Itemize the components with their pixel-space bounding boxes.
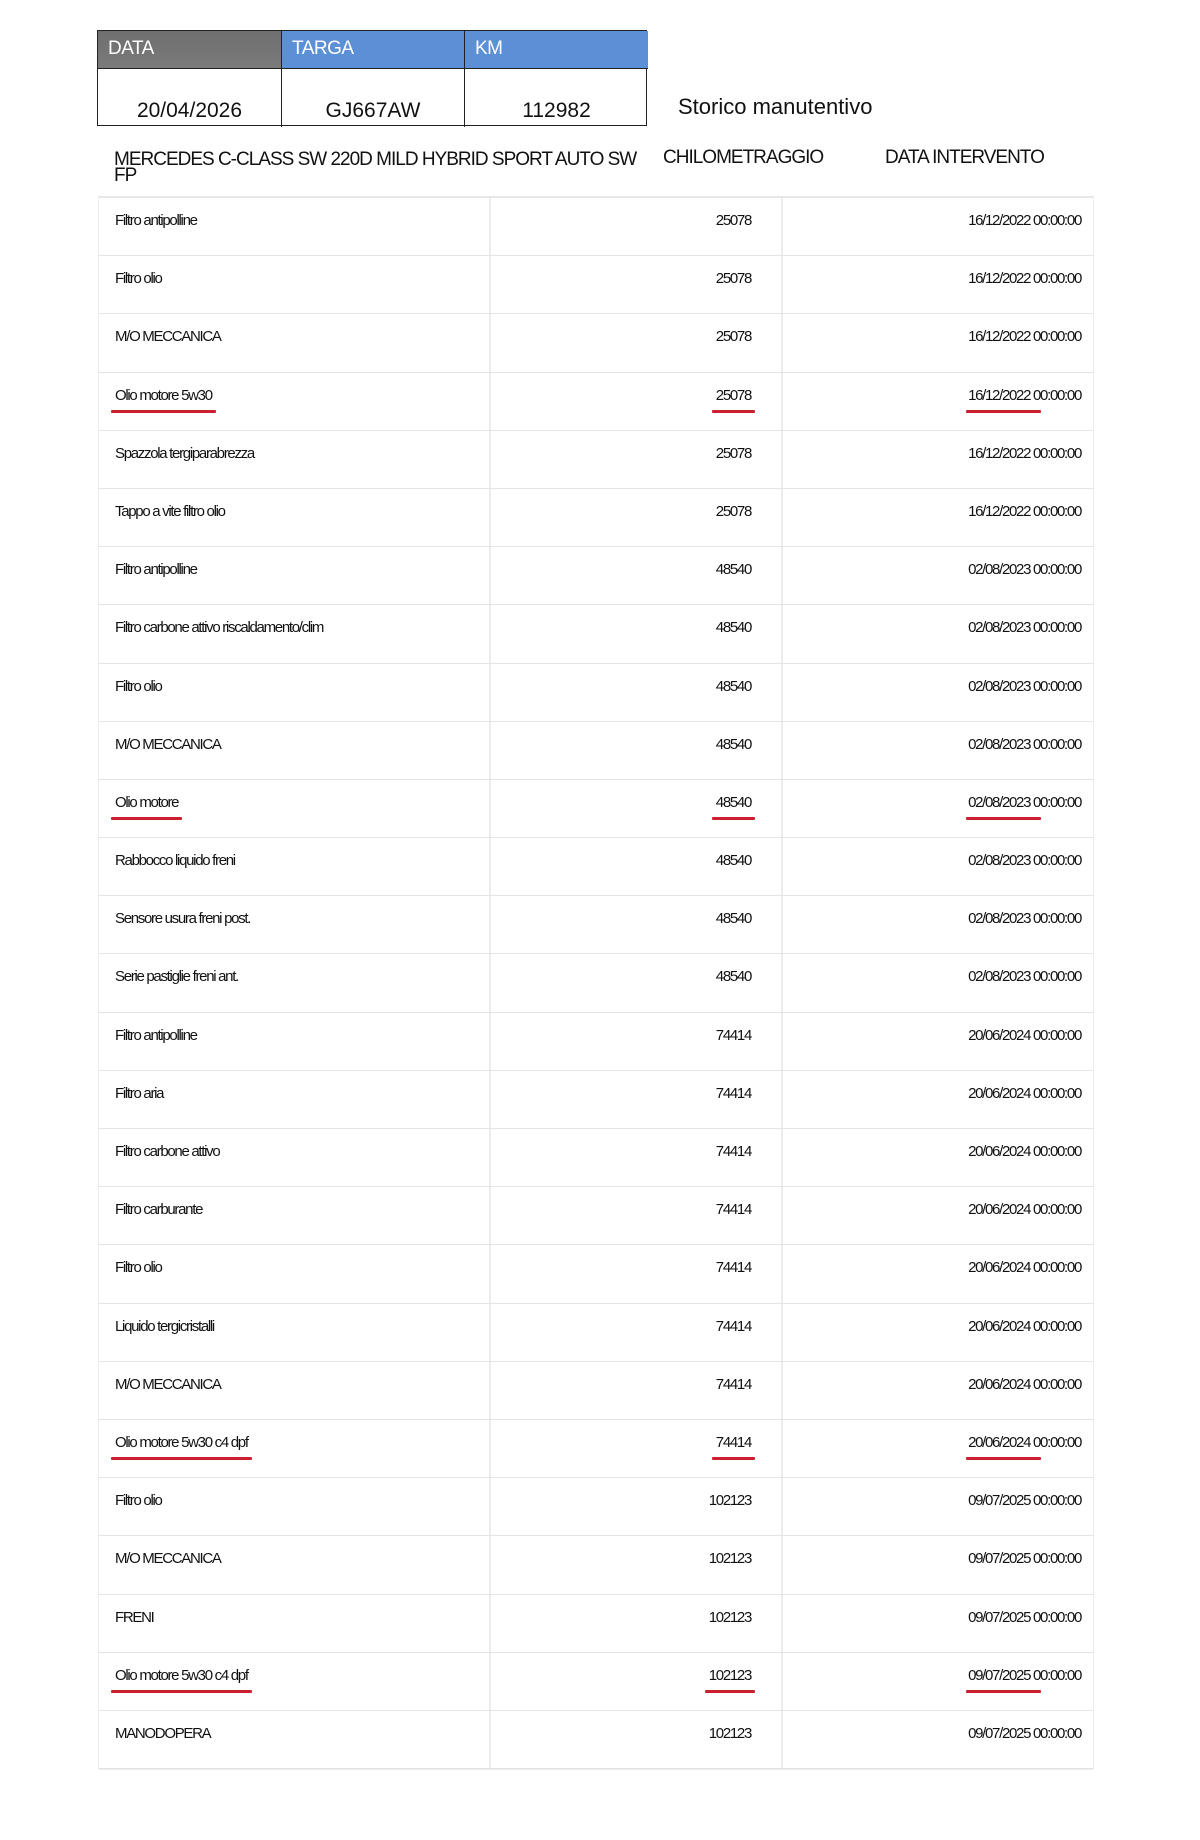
row-description-text: Filtro antipolline (115, 1026, 197, 1044)
row-km (716, 212, 751, 229)
row-date (968, 910, 1081, 927)
row-km-text: 48540 (715, 793, 751, 811)
row-date-text: 02/08/2023 00:00:00 (968, 968, 1081, 986)
row-description-text: Filtro antipolline (115, 212, 197, 229)
row-description-text: M/O MECCANICA (115, 735, 221, 753)
header-value-km: 112982 (522, 99, 591, 122)
row-date-text: 16/12/2022 00:00:00 (968, 502, 1081, 520)
row-km (716, 852, 751, 869)
row-date-text: 16/12/2022 00:00:00 (968, 386, 1081, 404)
table-row (99, 1071, 1093, 1129)
row-km-text: 25078 (715, 328, 751, 346)
row-km-text: 48540 (715, 677, 751, 695)
row-description-text: Filtro olio (115, 677, 162, 695)
row-km-text: 74414 (715, 1201, 751, 1219)
table-row (99, 1478, 1093, 1536)
row-description (115, 503, 225, 520)
row-date (968, 852, 1081, 869)
row-date (968, 1434, 1081, 1451)
header-value-targa: GJ667AW (282, 69, 465, 127)
row-km (716, 1143, 751, 1160)
row-date-text: 20/06/2024 00:00:00 (968, 1084, 1081, 1102)
row-km (709, 1609, 751, 1626)
row-km (716, 445, 751, 462)
row-km-text: 102123 (708, 1492, 751, 1510)
row-description (115, 619, 323, 636)
row-date (968, 1376, 1081, 1393)
row-km-text: 102123 (708, 1666, 751, 1684)
row-date (968, 1259, 1081, 1276)
row-km (716, 1376, 751, 1393)
row-description-text: Olio motore 5w30 (115, 386, 212, 404)
table-row (99, 605, 1093, 663)
table-row (99, 198, 1093, 256)
row-description (115, 1201, 202, 1218)
row-description (115, 1376, 221, 1393)
row-km (716, 503, 751, 520)
row-date (968, 1027, 1081, 1044)
row-description-text: FRENI (115, 1608, 154, 1626)
row-description-text: Tappo a vite filtro olio (115, 502, 225, 520)
row-km-text: 48540 (715, 561, 751, 579)
table-row (99, 664, 1093, 722)
row-km-text: 74414 (715, 1026, 751, 1044)
table-row (99, 373, 1093, 431)
row-description (115, 968, 238, 985)
row-description (115, 1259, 162, 1276)
row-description-text: Filtro carbone attivo riscaldamento/clim (115, 619, 324, 637)
row-km-text: 48540 (715, 619, 751, 637)
row-description (115, 212, 197, 229)
row-km (716, 1259, 751, 1276)
row-km (716, 678, 751, 695)
row-description-text: Olio motore 5w30 c4 dpf (115, 1666, 248, 1684)
row-date-text: 02/08/2023 00:00:00 (968, 910, 1081, 928)
row-description-text: Filtro olio (115, 1259, 162, 1277)
row-km-text: 102123 (708, 1550, 751, 1568)
table-row (99, 1653, 1093, 1711)
row-date-text: 16/12/2022 00:00:00 (968, 212, 1081, 229)
row-date-text: 16/12/2022 00:00:00 (968, 270, 1081, 288)
row-km (716, 619, 751, 636)
table-row (99, 1711, 1093, 1769)
row-description (115, 736, 221, 753)
row-km (716, 1201, 751, 1218)
table-row (99, 314, 1093, 372)
row-km (716, 1318, 751, 1335)
row-description (115, 1318, 214, 1335)
row-km-text: 25078 (715, 270, 751, 288)
row-description-text: M/O MECCANICA (115, 328, 221, 346)
row-date (968, 212, 1081, 229)
row-km-text: 48540 (715, 910, 751, 928)
row-date-text: 02/08/2023 00:00:00 (968, 561, 1081, 579)
row-description-text: Filtro carburante (115, 1201, 203, 1219)
row-km (716, 736, 751, 753)
row-date (968, 678, 1081, 695)
row-description (115, 1027, 197, 1044)
row-date (968, 1550, 1081, 1567)
row-date (968, 968, 1081, 985)
table-row (99, 1362, 1093, 1420)
row-description-text: Filtro carbone attivo (115, 1143, 220, 1160)
row-date-text: 09/07/2025 00:00:00 (968, 1608, 1081, 1626)
row-description (115, 1667, 248, 1684)
row-km-text: 25078 (715, 502, 751, 520)
row-date (968, 503, 1081, 520)
row-km-text: 74414 (715, 1317, 751, 1335)
row-description-text: Filtro antipolline (115, 561, 197, 579)
table-row (99, 896, 1093, 954)
row-description (115, 678, 162, 695)
row-date-text: 09/07/2025 00:00:00 (968, 1492, 1081, 1510)
table-row (99, 1129, 1093, 1187)
row-description-text: Filtro olio (115, 1492, 162, 1510)
row-description (115, 1085, 163, 1102)
row-date-text: 09/07/2025 00:00:00 (968, 1550, 1081, 1568)
row-date (968, 561, 1081, 578)
row-km (716, 794, 751, 811)
row-date (968, 328, 1081, 345)
row-description-text: Olio motore (115, 793, 179, 811)
row-km (716, 1027, 751, 1044)
row-description (115, 1492, 162, 1509)
row-date (968, 1492, 1081, 1509)
row-date (968, 1085, 1081, 1102)
row-km (716, 910, 751, 927)
row-description-text: Sensore usura freni post. (115, 910, 251, 928)
row-date (968, 794, 1081, 811)
row-description (115, 794, 178, 811)
row-date (968, 1667, 1081, 1684)
row-date (968, 736, 1081, 753)
row-description-text: Filtro olio (115, 270, 162, 288)
row-date-text: 20/06/2024 00:00:00 (968, 1259, 1081, 1277)
row-description-text: Filtro aria (115, 1084, 164, 1102)
header-label-data: DATA (98, 31, 282, 69)
row-description (115, 1550, 221, 1567)
header-value-data: 20/04/2026 (98, 69, 282, 127)
row-description (115, 1434, 248, 1451)
table-row (99, 431, 1093, 489)
table-row (99, 954, 1093, 1012)
row-date (968, 1143, 1081, 1160)
table-row (99, 547, 1093, 605)
row-km-text: 74414 (715, 1143, 751, 1160)
row-date-text: 02/08/2023 00:00:00 (968, 735, 1081, 753)
row-km-text: 102123 (708, 1608, 751, 1626)
row-date (968, 445, 1081, 462)
vehicle-header-table (97, 30, 647, 126)
table-row (99, 1595, 1093, 1653)
row-km (709, 1550, 751, 1567)
row-description-text: Olio motore 5w30 c4 dpf (115, 1433, 248, 1451)
row-description (115, 270, 162, 287)
row-km-text: 74414 (715, 1433, 751, 1451)
row-description (115, 387, 212, 404)
column-header-model: MERCEDES C-CLASS SW 220D MILD HYBRID SPORT AUTO SW FP (114, 149, 637, 186)
row-description (115, 445, 254, 462)
row-km-text: 74414 (715, 1375, 751, 1393)
row-km-text: 48540 (715, 968, 751, 986)
header-label-targa: TARGA (282, 31, 465, 69)
table-row (99, 1013, 1093, 1071)
column-header-km: CHILOMETRAGGIO (663, 147, 824, 168)
row-km-text: 74414 (715, 1084, 751, 1102)
row-date-text: 09/07/2025 00:00:00 (968, 1724, 1081, 1742)
row-km (709, 1667, 751, 1684)
maintenance-table (98, 196, 1094, 1770)
row-km-text: 25078 (715, 212, 751, 229)
table-row (99, 1304, 1093, 1362)
row-description-text: Spazzola tergiparabrezza (115, 444, 254, 462)
table-row (99, 838, 1093, 896)
row-description (115, 910, 250, 927)
column-header-date: DATA INTERVENTO (885, 147, 1044, 168)
row-date (968, 1725, 1081, 1742)
row-km-text: 48540 (715, 735, 751, 753)
row-date-text: 09/07/2025 00:00:00 (968, 1666, 1081, 1684)
table-row (99, 1420, 1093, 1478)
row-date-text: 20/06/2024 00:00:00 (968, 1433, 1081, 1451)
table-row (99, 1536, 1093, 1594)
row-description (115, 1609, 154, 1626)
row-description (115, 328, 221, 345)
row-description-text: M/O MECCANICA (115, 1550, 221, 1568)
row-km-text: 74414 (715, 1259, 751, 1277)
table-row (99, 780, 1093, 838)
row-km (716, 270, 751, 287)
row-description (115, 852, 235, 869)
row-date-text: 16/12/2022 00:00:00 (968, 328, 1081, 346)
row-date (968, 270, 1081, 287)
row-description-text: Serie pastiglie freni ant. (115, 968, 238, 986)
row-km (716, 561, 751, 578)
row-date-text: 20/06/2024 00:00:00 (968, 1026, 1081, 1044)
row-date (968, 1609, 1081, 1626)
row-description-text: MANODOPERA (115, 1724, 211, 1742)
row-km (716, 968, 751, 985)
table-row (99, 722, 1093, 780)
header-label-km: KM (465, 31, 648, 69)
table-row (99, 489, 1093, 547)
row-date-text: 02/08/2023 00:00:00 (968, 619, 1081, 637)
row-date (968, 619, 1081, 636)
row-km-text: 25078 (715, 386, 751, 404)
row-km (709, 1492, 751, 1509)
row-km-text: 102123 (708, 1724, 751, 1742)
row-description-text: Rabbocco liquido freni (115, 852, 235, 870)
row-km (716, 328, 751, 345)
row-km-text: 48540 (715, 852, 751, 870)
row-date-text: 02/08/2023 00:00:00 (968, 677, 1081, 695)
row-description (115, 1143, 219, 1160)
row-date-text: 20/06/2024 00:00:00 (968, 1317, 1081, 1335)
row-description-text: M/O MECCANICA (115, 1375, 221, 1393)
row-date (968, 1201, 1081, 1218)
row-description-text: Liquido tergicristalli (115, 1317, 214, 1335)
row-date-text: 20/06/2024 00:00:00 (968, 1375, 1081, 1393)
page-title: Storico manutentivo (678, 94, 873, 119)
row-description (115, 1725, 210, 1742)
table-row (99, 256, 1093, 314)
row-date (968, 387, 1081, 404)
row-description (115, 561, 197, 578)
row-date-text: 20/06/2024 00:00:00 (968, 1143, 1081, 1160)
row-date-text: 02/08/2023 00:00:00 (968, 852, 1081, 870)
row-date-text: 20/06/2024 00:00:00 (968, 1201, 1081, 1219)
row-date-text: 16/12/2022 00:00:00 (968, 444, 1081, 462)
row-km (716, 387, 751, 404)
row-date-text: 02/08/2023 00:00:00 (968, 793, 1081, 811)
row-date (968, 1318, 1081, 1335)
row-km (709, 1725, 751, 1742)
table-row (99, 1245, 1093, 1303)
row-km (716, 1085, 751, 1102)
row-km (716, 1434, 751, 1451)
row-km-text: 25078 (715, 444, 751, 462)
table-row (99, 1187, 1093, 1245)
